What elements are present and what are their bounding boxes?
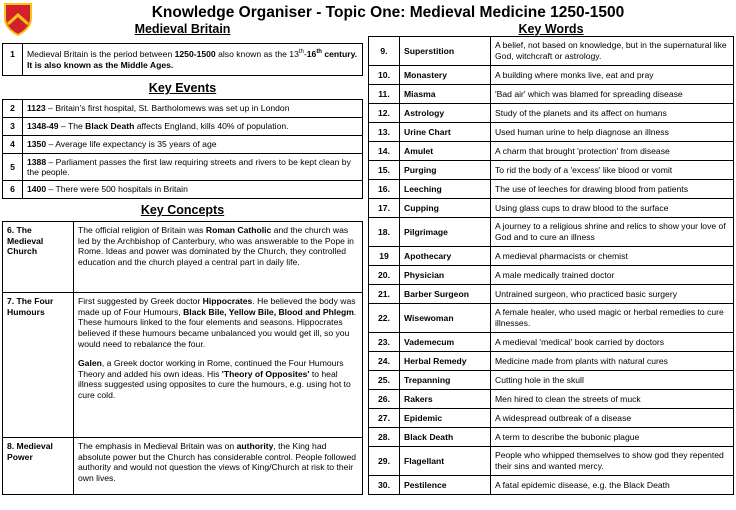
- key-word-row: [369, 390, 734, 409]
- concept-label: 6. The Medieval Church: [3, 222, 74, 293]
- key-words-heading: Key Words: [518, 22, 584, 36]
- key-word-definition: A building where monks live, eat and pray: [491, 66, 734, 85]
- key-word-number: 20.: [369, 266, 400, 285]
- key-word-number: 11.: [369, 85, 400, 104]
- key-word-term: Monastery: [400, 66, 491, 85]
- key-events-heading: Key Events: [148, 81, 217, 96]
- page-title: Knowledge Organiser - Topic One: Medieval Medicine 1250-1500: [151, 4, 625, 21]
- event-text: 1348-49 – The Black Death affects England, kills 40% of population.: [23, 118, 363, 136]
- key-word-term: Epidemic: [400, 409, 491, 428]
- medieval-britain-row: [3, 44, 363, 76]
- event-text: 1400 – There were 500 hospitals in Britain: [23, 181, 363, 199]
- concept-text: First suggested by Greek doctor Hippocrates. He believed the body was made up of Four Humours, Black Bile, Yellow Bile, Blood and Phlegm. These humours linked to the four elements and seasons. Hippocrates believed if these humours became unbalanced you would get ill, so you would need to rebalance the four. Galen, a Greek doctor working in Rome, continued the Four Humours Theory and added his own ideas. His 'Theory of Opposites' to heal illness suggested using opposites to cure the humours, e.g. using hot to cure cold.: [74, 293, 363, 438]
- event-text: 1123 – Britain's first hospital, St. Bartholomews was set up in London: [23, 100, 363, 118]
- key-word-number: 13.: [369, 123, 400, 142]
- key-word-row: [369, 161, 734, 180]
- key-word-row: [369, 85, 734, 104]
- key-word-term: Vademecum: [400, 333, 491, 352]
- concept-row: [3, 293, 363, 438]
- key-word-term: Pestilence: [400, 476, 491, 495]
- key-word-number: 29.: [369, 447, 400, 476]
- key-word-number: 25.: [369, 371, 400, 390]
- key-event-row: [3, 118, 363, 136]
- key-word-number: 19: [369, 247, 400, 266]
- key-word-number: 23.: [369, 333, 400, 352]
- key-word-term: Superstition: [400, 37, 491, 66]
- key-word-row: [369, 333, 734, 352]
- key-word-number: 26.: [369, 390, 400, 409]
- key-word-term: Astrology: [400, 104, 491, 123]
- key-word-number: 22.: [369, 304, 400, 333]
- key-word-term: Cupping: [400, 199, 491, 218]
- key-word-row: [369, 66, 734, 85]
- key-word-definition: To rid the body of a 'excess' like blood or vomit: [491, 161, 734, 180]
- key-word-number: 18.: [369, 218, 400, 247]
- key-word-number: 17.: [369, 199, 400, 218]
- key-events-table: [2, 99, 363, 199]
- key-word-definition: A widespread outbreak of a disease: [491, 409, 734, 428]
- key-word-row: [369, 304, 734, 333]
- key-word-row: [369, 142, 734, 161]
- event-number: 5: [3, 154, 23, 181]
- key-event-row: [3, 154, 363, 181]
- event-text: 1388 – Parliament passes the first law requiring streets and rivers to be kept clean by the people.: [23, 154, 363, 181]
- key-word-term: Trepanning: [400, 371, 491, 390]
- medieval-britain-heading: Medieval Britain: [134, 22, 231, 36]
- key-word-row: [369, 447, 734, 476]
- concept-label: 7. The Four Humours: [3, 293, 74, 438]
- event-number: 2: [3, 100, 23, 118]
- key-word-definition: A belief, not based on knowledge, but in the supernatural like God, witchcraft or astrology.: [491, 37, 734, 66]
- event-number: 4: [3, 136, 23, 154]
- key-word-number: 15.: [369, 161, 400, 180]
- key-word-term: Herbal Remedy: [400, 352, 491, 371]
- key-word-definition: A term to describe the bubonic plague: [491, 428, 734, 447]
- event-number: 6: [3, 181, 23, 199]
- key-word-number: 9.: [369, 37, 400, 66]
- key-word-term: Pilgrimage: [400, 218, 491, 247]
- key-word-number: 12.: [369, 104, 400, 123]
- key-word-definition: 'Bad air' which was blamed for spreading disease: [491, 85, 734, 104]
- event-number: 3: [3, 118, 23, 136]
- key-word-number: 28.: [369, 428, 400, 447]
- key-word-number: 27.: [369, 409, 400, 428]
- key-event-row: [3, 181, 363, 199]
- key-word-row: [369, 104, 734, 123]
- medieval-britain-text: Medieval Britain is the period between 1250-1500 also known as the 13th-16th century. It is also known as the Middle Ages.: [23, 44, 363, 76]
- key-word-number: 10.: [369, 66, 400, 85]
- key-word-definition: Using glass cups to draw blood to the surface: [491, 199, 734, 218]
- key-word-row: [369, 123, 734, 142]
- key-concepts-table: [2, 221, 363, 495]
- key-word-definition: Used human urine to help diagnose an illness: [491, 123, 734, 142]
- key-word-definition: A charm that brought 'protection' from disease: [491, 142, 734, 161]
- key-word-term: Purging: [400, 161, 491, 180]
- key-word-term: Black Death: [400, 428, 491, 447]
- key-word-definition: A medieval 'medical' book carried by doctors: [491, 333, 734, 352]
- key-word-definition: Untrained surgeon, who practiced basic surgery: [491, 285, 734, 304]
- key-word-number: 30.: [369, 476, 400, 495]
- key-word-row: [369, 428, 734, 447]
- key-word-definition: A fatal epidemic disease, e.g. the Black Death: [491, 476, 734, 495]
- key-word-row: [369, 247, 734, 266]
- key-word-number: 21.: [369, 285, 400, 304]
- key-word-definition: Cutting hole in the skull: [491, 371, 734, 390]
- concept-label: 8. Medieval Power: [3, 438, 74, 495]
- concept-text: The emphasis in Medieval Britain was on authority, the King had absolute power but the Church has considerable control. People followed authority and would not question the views of King/Church at risk to their own lives.: [74, 438, 363, 495]
- key-word-row: [369, 180, 734, 199]
- key-word-definition: The use of leeches for drawing blood from patients: [491, 180, 734, 199]
- key-word-term: Amulet: [400, 142, 491, 161]
- key-word-term: Leeching: [400, 180, 491, 199]
- key-word-row: [369, 266, 734, 285]
- key-word-row: [369, 371, 734, 390]
- key-word-term: Miasma: [400, 85, 491, 104]
- key-word-term: Physician: [400, 266, 491, 285]
- left-column: [2, 22, 363, 495]
- key-event-row: [3, 100, 363, 118]
- key-word-row: [369, 352, 734, 371]
- concept-row: [3, 222, 363, 293]
- key-word-definition: Medicine made from plants with natural cures: [491, 352, 734, 371]
- concept-text: The official religion of Britain was Roman Catholic and the church was led by the Archbishop of Canterbury, who was answerable to the Pope in Rome. Ideas and power was dominated by the Church, they controlled education and the church played a central part in daily life.: [74, 222, 363, 293]
- key-word-number: 24.: [369, 352, 400, 371]
- key-word-row: [369, 285, 734, 304]
- concept-row: [3, 438, 363, 495]
- key-word-definition: Study of the planets and its affect on humans: [491, 104, 734, 123]
- key-word-definition: A journey to a religious shrine and relics to show your love of God and to cure an illness: [491, 218, 734, 247]
- key-word-definition: People who whipped themselves to show god they repented their sins and wanted mercy.: [491, 447, 734, 476]
- key-word-number: 14.: [369, 142, 400, 161]
- key-concepts-heading: Key Concepts: [140, 203, 225, 218]
- medieval-britain-table: [2, 43, 363, 76]
- key-word-term: Rakers: [400, 390, 491, 409]
- key-word-definition: A female healer, who used magic or herbal remedies to cure illnesses.: [491, 304, 734, 333]
- key-word-row: [369, 37, 734, 66]
- event-text: 1350 – Average life expectancy is 35 years of age: [23, 136, 363, 154]
- key-word-term: Apothecary: [400, 247, 491, 266]
- row-number: 1: [3, 44, 23, 76]
- key-word-row: [369, 476, 734, 495]
- key-words-table: [368, 36, 734, 495]
- key-word-definition: Men hired to clean the streets of muck: [491, 390, 734, 409]
- key-word-term: Wisewoman: [400, 304, 491, 333]
- key-word-number: 16.: [369, 180, 400, 199]
- key-word-row: [369, 199, 734, 218]
- key-word-row: [369, 218, 734, 247]
- key-word-definition: A male medically trained doctor: [491, 266, 734, 285]
- right-column: [368, 22, 734, 495]
- key-word-definition: A medieval pharmacists or chemist: [491, 247, 734, 266]
- key-word-term: Barber Surgeon: [400, 285, 491, 304]
- key-event-row: [3, 136, 363, 154]
- key-word-term: Urine Chart: [400, 123, 491, 142]
- key-word-row: [369, 409, 734, 428]
- key-word-term: Flagellant: [400, 447, 491, 476]
